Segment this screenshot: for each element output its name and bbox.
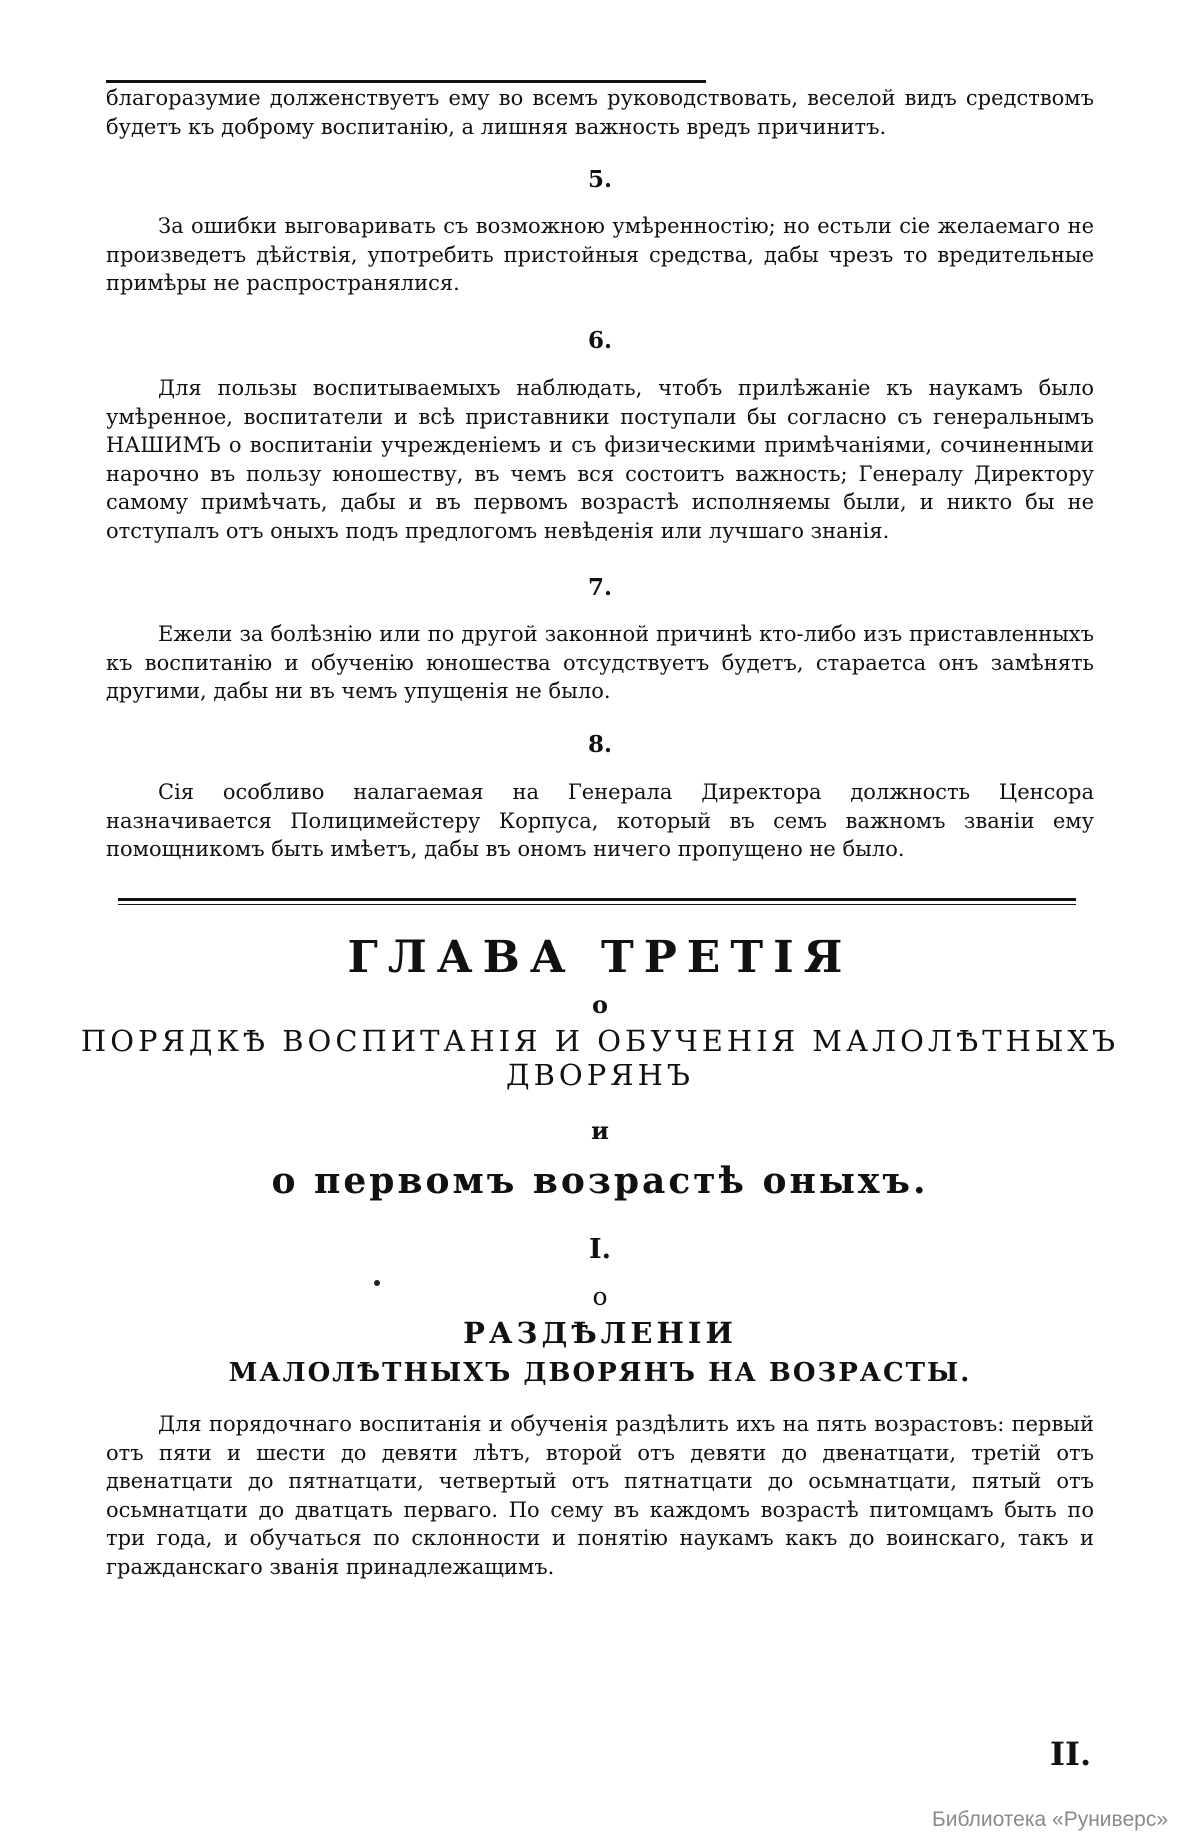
chapter-subtitle-line-1: ПОРЯДКѢ ВОСПИТАНІЯ И ОБУЧЕНІЯ МАЛОЛѢТНЫХЪ [80,1024,1120,1058]
section-7-text: Ежели за болѣзнію или по другой законной причинѣ кто-либо изъ приставленныхъ къ воспитанію и обученію юношества отсудствуетъ будетъ, стараетса онъ замѣнять другими, дабы ни въ чемъ упущенія не было. [106,622,1094,704]
section-heading-line-2: МАЛОЛѢТНЫХЪ ДВОРЯНЪ НА ВОЗРАСТЫ. [228,1358,972,1388]
section-7-paragraph [106,620,1094,706]
section-8-paragraph [106,778,1094,864]
section-6-paragraph [106,374,1094,546]
chapter-subtitle-line-3: о первомъ возрастѣ оныхъ. [271,1160,929,1202]
top-fragment-paragraph [106,84,1094,141]
chapter-and: и [591,1116,609,1145]
divider-rule-thin [118,904,1076,905]
chapter-subtitle-line-2: ДВОРЯНЪ [506,1058,694,1092]
section-6-text: Для пользы воспитываемыхъ наблюдать, чтобъ прилѣжаніе къ наукамъ было умѣренное, воспитатели и всѣ приставники поступали бы согласно съ генеральнымъ НАШИМЪ о воспитаніи учрежденіемъ и съ физическими примѣчаніями, сочиненными нарочно въ пользу юношеству, въ чемъ вся состоитъ важность; Генералу Директору самому примѣчать, дабы и въ первомъ возрастѣ исполняемы были, и никто бы не отступалъ отъ оныхъ подъ предлогомъ невѣденія или лучшаго знанія. [106,376,1094,543]
divider-rule-thick [118,898,1076,901]
section-8-text: Сія особливо налагаемая на Генерала Директора должность Ценсора назначивается Полицимейстеру Корпуса, который въ семъ важномъ званіи ему помощникомъ быть имѣетъ, дабы въ ономъ ничего пропущено не было. [106,780,1094,862]
section-number-5: 5. [587,166,612,193]
chapter-o-2: о [592,1282,608,1311]
top-fragment-text: благоразумие долженствуетъ ему во всемъ руководствовать, веселой видъ средствомъ будетъ къ доброму воспитанію, а лишняя важность вредъ причинитъ. [106,86,1094,139]
top-rule [106,80,706,83]
chapter-body-paragraph [106,1410,1094,1582]
chapter-o-1: о [591,990,608,1019]
section-number-8: 8. [587,731,612,758]
page-marker: II. [1050,1735,1092,1773]
library-watermark: Библиотека «Руниверс» [932,1808,1168,1831]
section-number-6: 6. [587,327,612,354]
chapter-body-text: Для порядочнаго воспитанія и обученія раздѣлить ихъ на пять возрастовъ: первый отъ пяти и шести до девяти лѣтъ, второй отъ девяти до двенатцати, третій отъ двенатцати до пятнатцати, четвертый отъ пятнатцати до осьмнатцати, пятый отъ осьмнатцати до дватцать перваго. По сему въ каждомъ возрастѣ питомцамъ быть по три года, и обучаться по склонности и понятію наукамъ какъ до воинскаго, такъ и гражданскаго званія принадлежащимъ. [106,1412,1094,1579]
chapter-section-number: I. [588,1234,612,1265]
section-5-paragraph [106,212,1094,298]
section-number-7: 7. [587,574,612,601]
section-heading-line-1: РАЗДѢЛЕНІИ [463,1316,737,1350]
chapter-title: ГЛАВА ТРЕТІЯ [347,932,853,983]
section-5-text: За ошибки выговаривать съ возможною умѣренностію; но естьли сіе желаемаго не произведетъ дѣйствія, употребить пристойныя средства, дабы чрезъ то вредительные примѣры не распространялися. [106,214,1094,296]
